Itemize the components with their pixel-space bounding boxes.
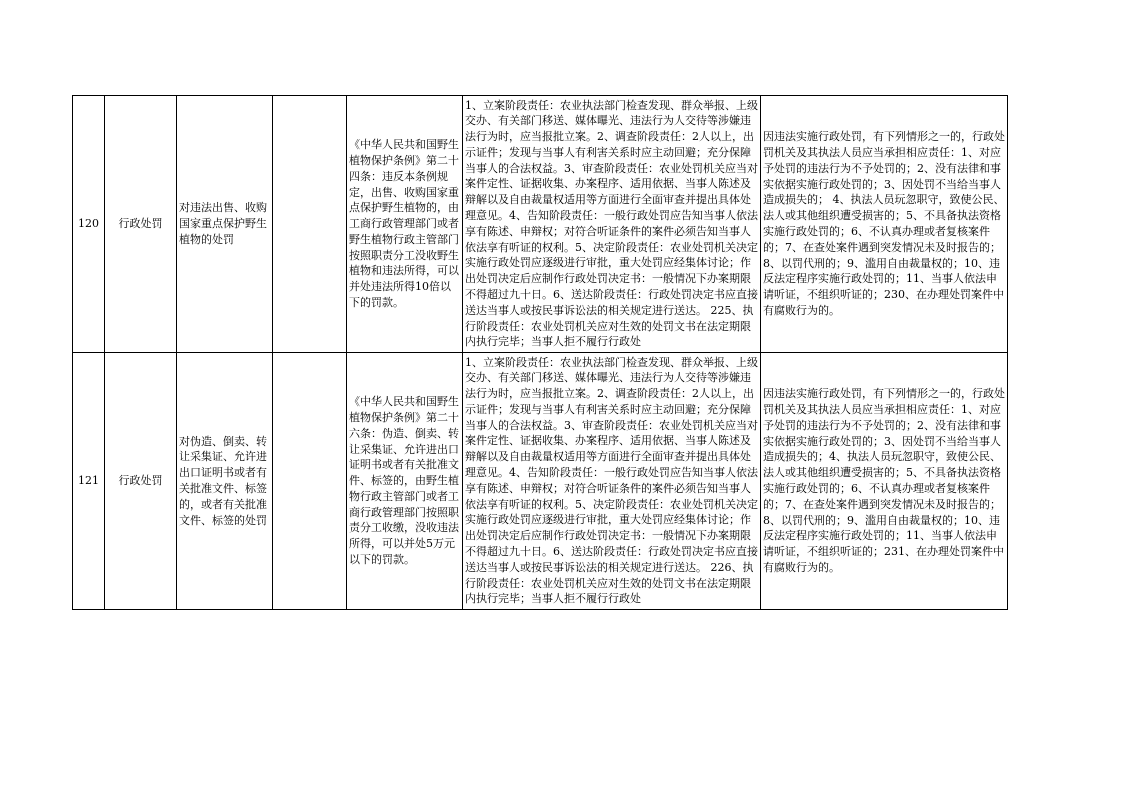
enforcement-table	[72, 95, 1008, 610]
power-type: 行政处罚	[105, 353, 177, 610]
power-item: 对伪造、倒卖、转让采集证、允许进出口证明书或者有关批准文件、标签的，或者有关批准文件、标签的处罚	[177, 353, 273, 610]
responsibility-cell	[463, 96, 761, 353]
responsibility-text: 1、立案阶段责任：农业执法部门检查发现、群众举报、上级交办、有关部门移送、媒体曝光、违法行为人交待等涉嫌违法行为时，应当报批立案。2、调查阶段责任：2人以上，出示证件；发现与当事人有利害关系时应主动回避；充分保障当事人的合法权益。3、审查阶段责任：农业处罚机关应当对案件定性、证据收集、办案程序、适用依据、当事人陈述及辩解以及自由裁量权适用等方面进行全面审查并提出具体处理意见。4、告知阶段责任：一般行政处罚应告知当事人依法享有陈述、申辩权；对符合听证条件的案件必须告知当事人依法享有听证的权利。5、决定阶段责任：农业处罚机关决定实施行政处罚应逐级进行审批，重大处罚应经集体讨论；作出处罚决定后应制作行政处罚决定书：一般情况下办案期限不得超过九十日。6、送达阶段责任：行政处罚决定书应直接送达当事人或按民事诉讼法的相关规定进行送达。 225、执行阶段责任：农业处罚机关应对生效的处罚文书在法定期限内执行完毕；当事人拒不履行行政处	[465, 98, 758, 349]
table-row	[73, 96, 1008, 353]
accountability-text: 因违法实施行政处罚，有下列情形之一的，行政处罚机关及其执法人员应当承担相应责任：1、对应予处罚的违法行为不予处罚的；2、没有法律和事实依据实施行政处罚的；3、因处罚不当给当事人造成损失的；4、执法人员玩忽职守，致使公民、法人或其他组织遭受损害的；5、不具备执法资格实施行政处罚的；6、不认真办理或者复核案件的；7、在查处案件遇到突发情况未及时报告的；8、以罚代刑的；9、滥用自由裁量权的；10、违反法定程序实施行政处罚的；11、当事人依法申请听证，不组织听证的；231、在办理处罚案件中有腐败行为的。	[761, 353, 1008, 610]
row-number: 121	[73, 353, 105, 610]
row-number: 120	[73, 96, 105, 353]
blank-cell	[273, 96, 347, 353]
legal-basis: 《中华人民共和国野生植物保护条例》第二十四条：违反本条例规定，出售、收购国家重点保护野生植物的，由工商行政管理部门或者野生植物行政主管部门按照职责分工没收野生植物和违法所得，可以并处违法所得10倍以下的罚款。	[347, 96, 463, 353]
power-item: 对违法出售、收购国家重点保护野生植物的处罚	[177, 96, 273, 353]
legal-basis: 《中华人民共和国野生植物保护条例》第二十六条：伪造、倒卖、转让采集证、允许进出口证明书或者有关批准文件、标签的，由野生植物行政主管部门或者工商行政管理部门按照职责分工收缴，没收违法所得，可以并处5万元以下的罚款。	[347, 353, 463, 610]
table-row	[73, 353, 1008, 610]
responsibility-cell	[463, 353, 761, 610]
responsibility-text: 1、立案阶段责任：农业执法部门检查发现、群众举报、上级交办、有关部门移送、媒体曝光、违法行为人交待等涉嫌违法行为时，应当报批立案。2、调查阶段责任：2人以上，出示证件；发现与当事人有利害关系时应主动回避；充分保障当事人的合法权益。3、审查阶段责任：农业处罚机关应当对案件定性、证据收集、办案程序、适用依据、当事人陈述及辩解以及自由裁量权适用等方面进行全面审查并提出具体处理意见。4、告知阶段责任：一般行政处罚应告知当事人依法享有陈述、申辩权；对符合听证条件的案件必须告知当事人依法享有听证的权利。5、决定阶段责任：农业处罚机关决定实施行政处罚应逐级进行审批，重大处罚应经集体讨论；作出处罚决定后应制作行政处罚决定书：一般情况下办案期限不得超过九十日。6、送达阶段责任：行政处罚决定书应直接送达当事人或按民事诉讼法的相关规定进行送达。 226、执行阶段责任：农业处罚机关应对生效的处罚文书在法定期限内执行完毕；当事人拒不履行行政处	[465, 355, 758, 606]
blank-cell	[273, 353, 347, 610]
accountability-text: 因违法实施行政处罚，有下列情形之一的，行政处罚机关及其执法人员应当承担相应责任：1、对应予处罚的违法行为不予处罚的；2、没有法律和事实依据实施行政处罚的；3、因处罚不当给当事人造成损失的； 4、执法人员玩忽职守，致使公民、法人或其他组织遭受损害的；5、不具备执法资格实施行政处罚的；6、不认真办理或者复核案件的；7、在查处案件遇到突发情况未及时报告的；8、以罚代刑的；9、滥用自由裁量权的；10、违反法定程序实施行政处罚的；11、当事人依法申请听证，不组织听证的；230、在办理处罚案件中有腐败行为的。	[761, 96, 1008, 353]
power-type: 行政处罚	[105, 96, 177, 353]
